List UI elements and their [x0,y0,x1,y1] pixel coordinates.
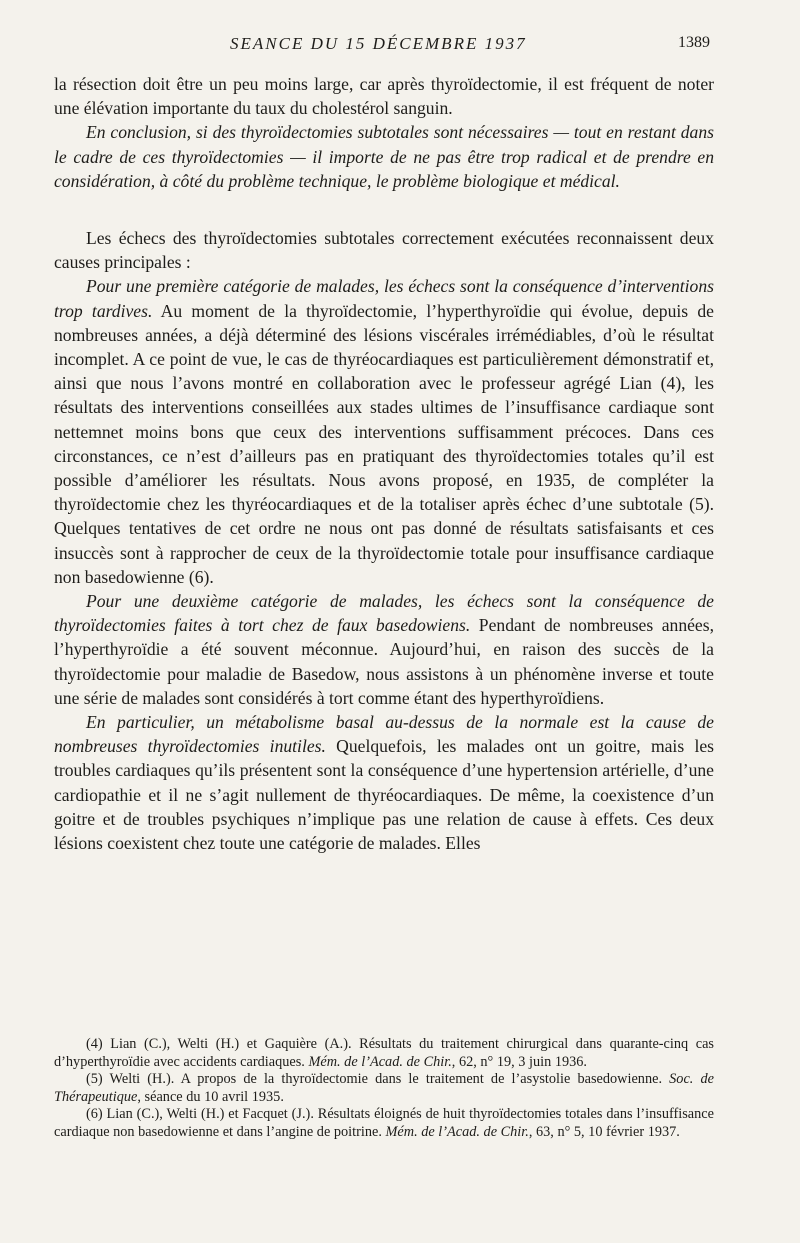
footnotes [54,1036,714,1141]
footnote: (5) Welti (H.). A propos de la thyroïdectomie dans le traitement de l’asystolie basedowienne. Soc. de Thérapeutique, séance du 10 avril 1935. [54,1071,714,1105]
paragraph: la résection doit être un peu moins large, car après thyroïdectomie, il est fréquent de noter une élévation importante du taux du cholestérol sanguin. [54,74,714,119]
paragraph: Pour une deuxième catégorie de malades, les échecs sont la conséquence de thyroïdectomies faites à tort chez de faux basedowiens. Pendant de nombreuses années, l’hyperthyroïdie a été souvent méconnue. Aujourd’hui, en raison des succès de la thyroïdectomie pour maladie de Basedow, nous assistons à un phénomène inverse et toute une série de malades sont considérés à tort comme étant des hyperthyroïdiens. [54,591,714,708]
paragraph: En conclusion, si des thyroïdectomies subtotales sont nécessaires — tout en restant dans le cadre de ces thyroïdectomies — il importe de ne pas être trop radical et de prendre en considération, à côté du problème technique, le problème biologique et médical. [54,122,714,191]
header-title: SEANCE DU 15 DÉCEMBRE 1937 [230,34,527,53]
footnote: (6) Lian (C.), Welti (H.) et Facquet (J.). Résultats éloignés de huit thyroïdectomies totales dans l’insuffisance cardiaque non basedowienne et dans l’angine de poitrine. Mém. de l’Acad. de Chir., 63, n° 5, 10 février 1937. [54,1106,714,1140]
running-header [54,34,714,58]
body-text [54,72,714,855]
page-number: 1389 [678,34,710,51]
footnote: (4) Lian (C.), Welti (H.) et Gaquière (A.). Résultats du traitement chirurgical dans quarante-cinq cas d’hyperthyroïdie avec accidents cardiaques. Mém. de l’Acad. de Chir., 62, n° 19, 3 juin 1936. [54,1036,714,1070]
paragraph: Pour une première catégorie de malades, les échecs sont la conséquence d’interventions trop tardives. Au moment de la thyroïdectomie, l’hyperthyroïdie qui évolue, depuis de nombreuses années, a déjà déterminé des lésions viscérales irrémédiables, d’où le résultat incomplet. A ce point de vue, le cas de thyréocardiaques est particulièrement démonstratif et, ainsi que nous l’avons montré en collaboration avec le professeur agrégé Lian (4), les résultats des interventions conseillées aux stades ultimes de l’insuffisance cardiaque sont nettemnet moins bons que ceux des interventions suffisamment précoces. Dans ces circonstances, ce n’est d’ailleurs pas en pratiquant des thyroïdectomies totales qu’il est possible d’améliorer les résultats. Nous avons proposé, en 1935, de compléter la thyroïdectomie chez les thyréocardiaques et de la totaliser après échec d’une subtotale (5). Quelques tentatives de cet ordre ne nous ont pas donné de résultats satisfaisants et ces insuccès sont à rapprocher de ceux de la thyroïdectomie totale pour insuffisance cardiaque non basedowienne (6). [54,276,714,587]
paragraph: Les échecs des thyroïdectomies subtotales correctement exécutées reconnaissent deux causes principales : [54,228,714,273]
paragraph: En particulier, un métabolisme basal au-dessus de la normale est la cause de nombreuses thyroïdectomies inutiles. Quelquefois, les malades ont un goitre, mais les troubles cardiaques qu’ils présentent sont la conséquence d’une hypertension artérielle, d’une cardiopathie et il ne s’agit nullement de thyréocardiaques. De même, la coexistence d’un goitre et de troubles psychiques n’implique pas une relation de cause à effets. Ces deux lésions coexistent chez toute une catégorie de malades. Elles [54,712,714,854]
